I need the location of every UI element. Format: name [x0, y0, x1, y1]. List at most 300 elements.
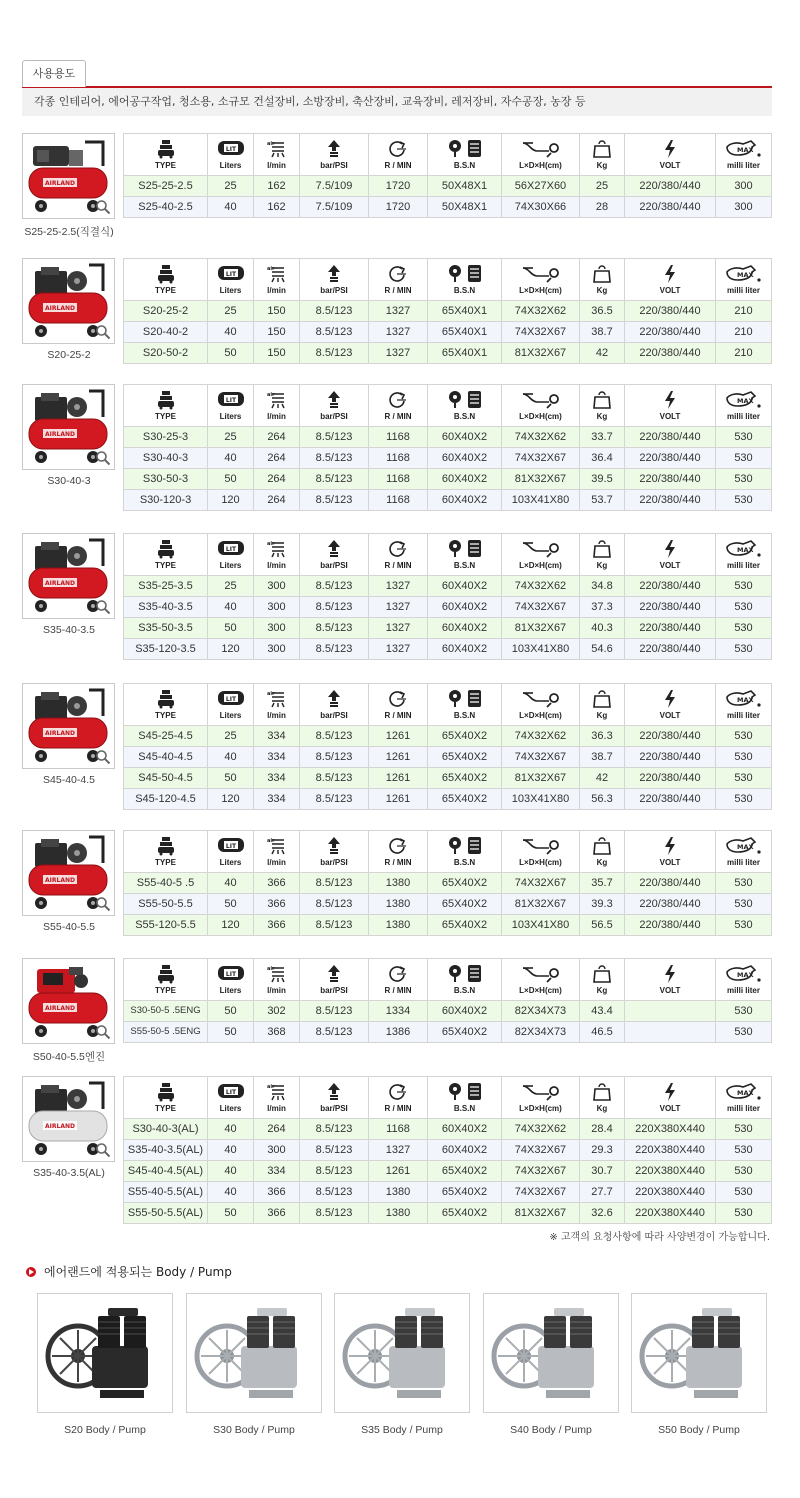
- table-cell: 8.5/123: [300, 576, 369, 597]
- airflow-icon: [254, 264, 299, 286]
- header-label: milli liter: [727, 286, 760, 295]
- svg-text:AIRLAND: AIRLAND: [45, 877, 75, 884]
- pulley-icon: [428, 390, 501, 412]
- voltage-icon: [625, 390, 715, 412]
- header-label: l/min: [267, 412, 286, 421]
- table-cell: 36.5: [580, 301, 625, 322]
- zoom-icon[interactable]: [95, 1142, 111, 1158]
- table-cell: 366: [254, 1182, 300, 1203]
- zoom-icon[interactable]: [95, 199, 111, 215]
- dimension-icon: [502, 390, 579, 412]
- rpm-icon: [369, 390, 427, 412]
- table-row: [124, 448, 772, 469]
- compressor-thumbnail[interactable]: [22, 958, 115, 1044]
- table-cell: 120: [208, 789, 254, 810]
- header-weight-icon-cell: [580, 534, 625, 576]
- header-label: VOLT: [659, 286, 681, 295]
- table-cell: 74X32X67: [502, 448, 580, 469]
- svg-text:LIT: LIT: [225, 1089, 236, 1096]
- type-icon: [124, 539, 207, 561]
- table-cell: S45-40-4.5: [124, 747, 208, 768]
- type-icon: [124, 390, 207, 412]
- pump-image[interactable]: [483, 1293, 619, 1413]
- header-tank-icon-cell: [208, 684, 254, 726]
- table-row: [124, 597, 772, 618]
- product-caption: S55-40-5.5: [43, 921, 95, 933]
- table-cell: 8.5/123: [300, 747, 369, 768]
- table-cell: 103X41X80: [502, 490, 580, 511]
- table-cell: 40: [208, 747, 254, 768]
- table-cell: 220/380/440: [625, 747, 716, 768]
- header-weight-icon-cell: [580, 385, 625, 427]
- zoom-icon[interactable]: [95, 450, 111, 466]
- table-cell: 50X48X1: [428, 176, 502, 197]
- header-dimension-icon-cell: [502, 385, 580, 427]
- product-caption: S25-25-2.5(직결식): [24, 226, 114, 238]
- table-cell: 50X48X1: [428, 197, 502, 218]
- table-cell: 220/380/440: [625, 490, 716, 511]
- airflow-icon: [254, 964, 299, 986]
- table-cell: 8.5/123: [300, 448, 369, 469]
- pump-caption: S50 Body / Pump: [658, 1424, 740, 1436]
- table-row: [124, 469, 772, 490]
- header-label: TYPE: [155, 412, 176, 421]
- table-cell: 25: [208, 176, 254, 197]
- table-cell: 103X41X80: [502, 789, 580, 810]
- product-caption: S50-40-5.5엔진: [32, 1051, 106, 1063]
- table-cell: 366: [254, 1203, 300, 1224]
- table-row: [124, 618, 772, 639]
- tank-icon: [208, 1082, 253, 1104]
- weight-icon: [580, 1082, 624, 1104]
- compressor-thumbnail[interactable]: [22, 683, 115, 769]
- table-cell: 530: [716, 1001, 772, 1022]
- table-cell: 74X32X67: [502, 1161, 580, 1182]
- table-cell: 162: [254, 197, 300, 218]
- table-cell: 1168: [369, 427, 428, 448]
- airflow-icon: [254, 390, 299, 412]
- weight-icon: [580, 139, 624, 161]
- compressor-thumbnail[interactable]: [22, 1076, 115, 1162]
- header-label: bar/PSI: [320, 412, 348, 421]
- table-cell: 366: [254, 915, 300, 936]
- weight-icon: [580, 689, 624, 711]
- table-cell: 74X32X67: [502, 597, 580, 618]
- header-label: R / MIN: [384, 561, 412, 570]
- header-label: L×D×H(cm): [519, 286, 562, 295]
- svg-text:LIT: LIT: [225, 971, 236, 978]
- table-cell: S55-40-5.5(AL): [124, 1182, 208, 1203]
- pump-caption: S40 Body / Pump: [510, 1424, 592, 1436]
- table-cell: 65X40X1: [428, 301, 502, 322]
- table-cell: 8.5/123: [300, 1161, 369, 1182]
- header-label: milli liter: [727, 1104, 760, 1113]
- table-cell: 65X40X2: [428, 1161, 502, 1182]
- table-cell: S35-25-3.5: [124, 576, 208, 597]
- table-cell: 1261: [369, 768, 428, 789]
- compressor-thumbnail[interactable]: [22, 533, 115, 619]
- table-cell: 50: [208, 1203, 254, 1224]
- svg-text:AIRLAND: AIRLAND: [45, 180, 75, 187]
- table-cell: 210: [716, 343, 772, 364]
- spec-table: [123, 533, 772, 660]
- table-row: [124, 1161, 772, 1182]
- svg-text:air: air: [266, 266, 275, 272]
- svg-text:MAX: MAX: [736, 1089, 754, 1097]
- table-cell: 220/380/440: [625, 576, 716, 597]
- table-row: [124, 726, 772, 747]
- header-label: Liters: [219, 161, 242, 170]
- table-cell: 530: [716, 894, 772, 915]
- table-cell: 74X32X67: [502, 747, 580, 768]
- weight-icon: [580, 836, 624, 858]
- table-cell: 65X40X2: [428, 789, 502, 810]
- header-voltage-icon-cell: [625, 534, 716, 576]
- header-weight-icon-cell: [580, 259, 625, 301]
- header-oil-icon-cell: [716, 385, 772, 427]
- table-cell: 220/380/440: [625, 915, 716, 936]
- table-cell: 65X40X2: [428, 1182, 502, 1203]
- compressor-thumbnail[interactable]: [22, 384, 115, 470]
- table-cell: 40.3: [580, 618, 625, 639]
- header-weight-icon-cell: [580, 134, 625, 176]
- table-cell: 1168: [369, 448, 428, 469]
- bullet-arrow-icon: [26, 1267, 36, 1277]
- header-tank-icon-cell: [208, 134, 254, 176]
- header-type-icon-cell: [124, 134, 208, 176]
- header-dimension-icon-cell: [502, 1077, 580, 1119]
- zoom-icon[interactable]: [95, 749, 111, 765]
- table-cell: 74X32X62: [502, 576, 580, 597]
- table-row: [124, 894, 772, 915]
- table-cell: 220X380X440: [625, 1161, 716, 1182]
- svg-text:MAX: MAX: [736, 546, 754, 554]
- table-cell: 8.5/123: [300, 894, 369, 915]
- table-cell: 25: [208, 427, 254, 448]
- table-cell: 220/380/440: [625, 597, 716, 618]
- header-label: B.S.N: [453, 986, 476, 995]
- header-label: bar/PSI: [320, 1104, 348, 1113]
- oil-icon: [716, 1082, 771, 1104]
- header-dimension-icon-cell: [502, 534, 580, 576]
- table-cell: 530: [716, 1203, 772, 1224]
- voltage-icon: [625, 836, 715, 858]
- table-cell: S30-120-3: [124, 490, 208, 511]
- svg-text:MAX: MAX: [736, 271, 754, 279]
- tank-icon: [208, 689, 253, 711]
- spec-table: [123, 958, 772, 1043]
- table-cell: 40: [208, 597, 254, 618]
- table-cell: 40: [208, 1119, 254, 1140]
- pump-image[interactable]: [37, 1293, 173, 1413]
- table-cell: 50: [208, 1001, 254, 1022]
- header-pressure-icon-cell: [300, 134, 369, 176]
- header-label: L×D×H(cm): [519, 711, 562, 720]
- pressure-icon: [300, 964, 368, 986]
- header-label: bar/PSI: [320, 561, 348, 570]
- svg-text:LIT: LIT: [225, 146, 236, 153]
- header-label: Kg: [596, 858, 608, 867]
- table-cell: S55-50-5.5: [124, 894, 208, 915]
- table-cell: 50: [208, 469, 254, 490]
- table-cell: 54.6: [580, 639, 625, 660]
- table-row: [124, 576, 772, 597]
- table-cell: 27.7: [580, 1182, 625, 1203]
- table-cell: 8.5/123: [300, 639, 369, 660]
- header-label: R / MIN: [384, 711, 412, 720]
- spec-table: [123, 1076, 772, 1224]
- weight-icon: [580, 539, 624, 561]
- weight-icon: [580, 390, 624, 412]
- table-cell: 530: [716, 490, 772, 511]
- header-label: B.S.N: [453, 858, 476, 867]
- pump-image[interactable]: [334, 1293, 470, 1413]
- table-cell: 210: [716, 322, 772, 343]
- table-cell: 1720: [369, 197, 428, 218]
- zoom-icon[interactable]: [95, 1024, 111, 1040]
- svg-text:air: air: [266, 691, 275, 697]
- header-label: B.S.N: [453, 161, 476, 170]
- table-cell: 8.5/123: [300, 1140, 369, 1161]
- table-cell: 8.5/123: [300, 726, 369, 747]
- table-cell: 25: [580, 176, 625, 197]
- table-cell: 220X380X440: [625, 1182, 716, 1203]
- pulley-icon: [428, 689, 501, 711]
- pump-caption: S30 Body / Pump: [213, 1424, 295, 1436]
- zoom-icon[interactable]: [95, 324, 111, 340]
- header-label: l/min: [267, 561, 286, 570]
- header-type-icon-cell: [124, 259, 208, 301]
- header-pressure-icon-cell: [300, 259, 369, 301]
- table-row: [124, 301, 772, 322]
- table-cell: 53.7: [580, 490, 625, 511]
- compressor-thumbnail[interactable]: [22, 133, 115, 219]
- usage-tab[interactable]: 사용용도: [22, 60, 86, 87]
- table-cell: 8.5/123: [300, 915, 369, 936]
- table-cell: 530: [716, 1140, 772, 1161]
- table-cell: 29.3: [580, 1140, 625, 1161]
- zoom-icon[interactable]: [95, 599, 111, 615]
- table-cell: S30-50-3: [124, 469, 208, 490]
- header-airflow-icon-cell: [254, 385, 300, 427]
- header-label: VOLT: [659, 986, 681, 995]
- table-cell: 8.5/123: [300, 768, 369, 789]
- pump-caption: S35 Body / Pump: [361, 1424, 443, 1436]
- table-cell: 220/380/440: [625, 322, 716, 343]
- header-rpm-icon-cell: [369, 1077, 428, 1119]
- header-dimension-icon-cell: [502, 134, 580, 176]
- table-cell: 1168: [369, 469, 428, 490]
- header-label: TYPE: [155, 286, 176, 295]
- tank-icon: [208, 139, 253, 161]
- header-dimension-icon-cell: [502, 959, 580, 1001]
- table-cell: 65X40X2: [428, 747, 502, 768]
- table-cell: 1380: [369, 915, 428, 936]
- header-label: l/min: [267, 161, 286, 170]
- tank-icon: [208, 390, 253, 412]
- rpm-icon: [369, 964, 427, 986]
- table-cell: 530: [716, 597, 772, 618]
- svg-text:AIRLAND: AIRLAND: [45, 1123, 75, 1130]
- pressure-icon: [300, 1082, 368, 1104]
- table-cell: 120: [208, 639, 254, 660]
- zoom-icon[interactable]: [95, 896, 111, 912]
- voltage-icon: [625, 1082, 715, 1104]
- header-type-icon-cell: [124, 684, 208, 726]
- header-airflow-icon-cell: [254, 684, 300, 726]
- table-cell: 56X27X60: [502, 176, 580, 197]
- header-pressure-icon-cell: [300, 534, 369, 576]
- table-cell: 120: [208, 490, 254, 511]
- svg-text:LIT: LIT: [225, 546, 236, 553]
- table-cell: 56.5: [580, 915, 625, 936]
- table-cell: 81X32X67: [502, 618, 580, 639]
- table-cell: S55-40-5 .5: [124, 873, 208, 894]
- svg-text:LIT: LIT: [225, 696, 236, 703]
- svg-text:MAX: MAX: [736, 971, 754, 979]
- table-cell: 150: [254, 301, 300, 322]
- header-label: milli liter: [727, 986, 760, 995]
- usage-description: 각종 인테리어, 에어공구작업, 청소용, 소규모 건설장비, 소방장비, 축산장비, 교육장비, 레저장비, 자수공장, 농장 등: [22, 88, 772, 116]
- table-row: [124, 1001, 772, 1022]
- table-cell: 1380: [369, 894, 428, 915]
- table-cell: S25-25-2.5: [124, 176, 208, 197]
- header-airflow-icon-cell: [254, 1077, 300, 1119]
- table-cell: 302: [254, 1001, 300, 1022]
- table-row: [124, 1203, 772, 1224]
- table-cell: S55-50-5.5(AL): [124, 1203, 208, 1224]
- pump-image[interactable]: [186, 1293, 322, 1413]
- pulley-icon: [428, 836, 501, 858]
- table-cell: 300: [254, 639, 300, 660]
- svg-text:air: air: [266, 541, 275, 547]
- table-cell: 300: [254, 597, 300, 618]
- header-voltage-icon-cell: [625, 684, 716, 726]
- table-cell: 1261: [369, 1161, 428, 1182]
- header-oil-icon-cell: [716, 259, 772, 301]
- oil-icon: [716, 390, 771, 412]
- header-label: TYPE: [155, 561, 176, 570]
- airflow-icon: [254, 139, 299, 161]
- compressor-thumbnail[interactable]: [22, 258, 115, 344]
- table-cell: 530: [716, 618, 772, 639]
- table-cell: 56.3: [580, 789, 625, 810]
- header-type-icon-cell: [124, 831, 208, 873]
- product-caption: S45-40-4.5: [43, 774, 95, 786]
- header-label: R / MIN: [384, 858, 412, 867]
- table-cell: 1386: [369, 1022, 428, 1043]
- pump-image[interactable]: [631, 1293, 767, 1413]
- table-cell: S30-25-3: [124, 427, 208, 448]
- header-pulley-icon-cell: [428, 385, 502, 427]
- header-label: bar/PSI: [320, 286, 348, 295]
- header-tank-icon-cell: [208, 259, 254, 301]
- table-cell: 220/380/440: [625, 197, 716, 218]
- table-row: [124, 427, 772, 448]
- header-oil-icon-cell: [716, 831, 772, 873]
- type-icon: [124, 139, 207, 161]
- table-cell: 120: [208, 915, 254, 936]
- table-cell: 33.7: [580, 427, 625, 448]
- header-dimension-icon-cell: [502, 684, 580, 726]
- table-cell: 65X40X2: [428, 726, 502, 747]
- table-cell: 40: [208, 197, 254, 218]
- table-row: [124, 639, 772, 660]
- table-cell: 220/380/440: [625, 894, 716, 915]
- table-cell: 60X40X2: [428, 1140, 502, 1161]
- svg-text:AIRLAND: AIRLAND: [45, 305, 75, 312]
- pulley-icon: [428, 964, 501, 986]
- header-label: B.S.N: [453, 286, 476, 295]
- svg-text:MAX: MAX: [736, 696, 754, 704]
- table-cell: 530: [716, 576, 772, 597]
- table-cell: 65X40X1: [428, 322, 502, 343]
- table-cell: S35-40-3.5: [124, 597, 208, 618]
- compressor-thumbnail[interactable]: [22, 830, 115, 916]
- header-type-icon-cell: [124, 959, 208, 1001]
- header-label: TYPE: [155, 711, 176, 720]
- rpm-icon: [369, 264, 427, 286]
- header-label: TYPE: [155, 1104, 176, 1113]
- rpm-icon: [369, 689, 427, 711]
- table-cell: 50: [208, 618, 254, 639]
- table-cell: 8.5/123: [300, 873, 369, 894]
- header-label: Liters: [219, 286, 242, 295]
- table-cell: 38.7: [580, 322, 625, 343]
- product-caption: S30-40-3: [47, 475, 91, 487]
- type-icon: [124, 964, 207, 986]
- table-cell: S35-120-3.5: [124, 639, 208, 660]
- table-row: [124, 873, 772, 894]
- table-cell: S55-50-5 .5ENG: [124, 1022, 208, 1043]
- table-cell: 81X32X67: [502, 894, 580, 915]
- svg-text:air: air: [266, 392, 275, 398]
- spec-header-row: [124, 959, 772, 1001]
- header-rpm-icon-cell: [369, 959, 428, 1001]
- table-cell: 103X41X80: [502, 915, 580, 936]
- header-voltage-icon-cell: [625, 259, 716, 301]
- table-cell: 1327: [369, 576, 428, 597]
- table-cell: S35-50-3.5: [124, 618, 208, 639]
- table-cell: S20-25-2: [124, 301, 208, 322]
- table-cell: 65X40X2: [428, 768, 502, 789]
- svg-text:air: air: [266, 1084, 275, 1090]
- table-row: [124, 197, 772, 218]
- table-cell: 25: [208, 301, 254, 322]
- header-label: L×D×H(cm): [519, 161, 562, 170]
- spec-header-row: [124, 1077, 772, 1119]
- table-cell: [625, 1022, 716, 1043]
- header-tank-icon-cell: [208, 1077, 254, 1119]
- table-cell: 39.5: [580, 469, 625, 490]
- table-cell: 40: [208, 873, 254, 894]
- oil-icon: [716, 836, 771, 858]
- table-cell: 334: [254, 768, 300, 789]
- spec-change-note: ※ 고객의 요청사항에 따라 사양변경이 가능합니다.: [549, 1232, 770, 1243]
- table-cell: S45-40-4.5(AL): [124, 1161, 208, 1182]
- header-pressure-icon-cell: [300, 959, 369, 1001]
- header-voltage-icon-cell: [625, 959, 716, 1001]
- pulley-icon: [428, 264, 501, 286]
- table-cell: S55-120-5.5: [124, 915, 208, 936]
- oil-icon: [716, 539, 771, 561]
- header-tank-icon-cell: [208, 831, 254, 873]
- voltage-icon: [625, 139, 715, 161]
- table-cell: [625, 1001, 716, 1022]
- header-label: milli liter: [727, 161, 760, 170]
- table-cell: 74X30X66: [502, 197, 580, 218]
- table-row: [124, 768, 772, 789]
